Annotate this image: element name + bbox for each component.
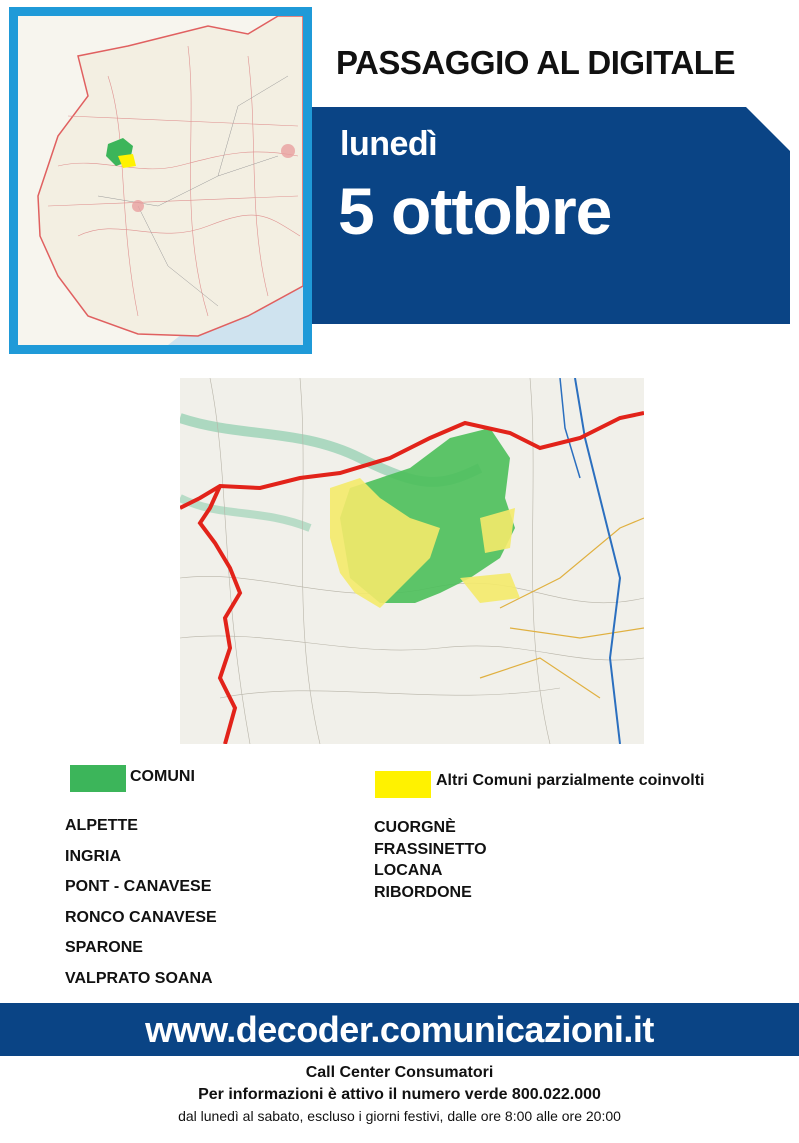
- list-item: FRASSINETTO: [374, 840, 487, 858]
- legend-swatch-green: [70, 765, 126, 792]
- list-item: RONCO CANAVESE: [65, 908, 217, 926]
- banner-corner-notch: [746, 107, 790, 151]
- piemonte-region-map: [18, 16, 303, 345]
- list-item: CUORGNÈ: [374, 819, 456, 836]
- switch-day: lunedì: [340, 125, 438, 163]
- website-url-banner[interactable]: www.decoder.comunicazioni.it: [0, 1003, 799, 1056]
- altri-comuni-list: [374, 819, 487, 905]
- footer-hours: dal lunedì al sabato, escluso i giorni festivi, dalle ore 8:00 alle ore 20:00: [178, 1108, 621, 1124]
- legend-label-comuni: COMUNI: [130, 768, 195, 785]
- page-title: PASSAGGIO AL DIGITALE: [336, 44, 735, 81]
- list-item: INGRIA: [65, 847, 121, 865]
- list-item: PONT - CANAVESE: [65, 878, 212, 895]
- region-map-thumbnail: [9, 7, 312, 354]
- canavese-area-map: [180, 378, 644, 744]
- list-item: LOCANA: [374, 862, 443, 880]
- footer-phone: Per informazioni è attivo il numero verde 800.022.000: [198, 1086, 601, 1103]
- switch-date: 5 ottobre: [338, 174, 612, 248]
- footer: [0, 1064, 799, 1128]
- legend-swatch-yellow: [375, 771, 431, 798]
- legend-label-altri: Altri Comuni parzialmente coinvolti: [436, 772, 705, 789]
- footer-title: Call Center Consumatori: [305, 1064, 494, 1081]
- list-item: RIBORDONE: [374, 883, 472, 901]
- list-item: VALPRATO SOANA: [65, 969, 213, 987]
- list-item: ALPETTE: [65, 817, 138, 834]
- comuni-list: [65, 817, 217, 1000]
- date-banner: [312, 107, 790, 324]
- list-item: SPARONE: [65, 939, 143, 956]
- detail-map: [180, 378, 644, 744]
